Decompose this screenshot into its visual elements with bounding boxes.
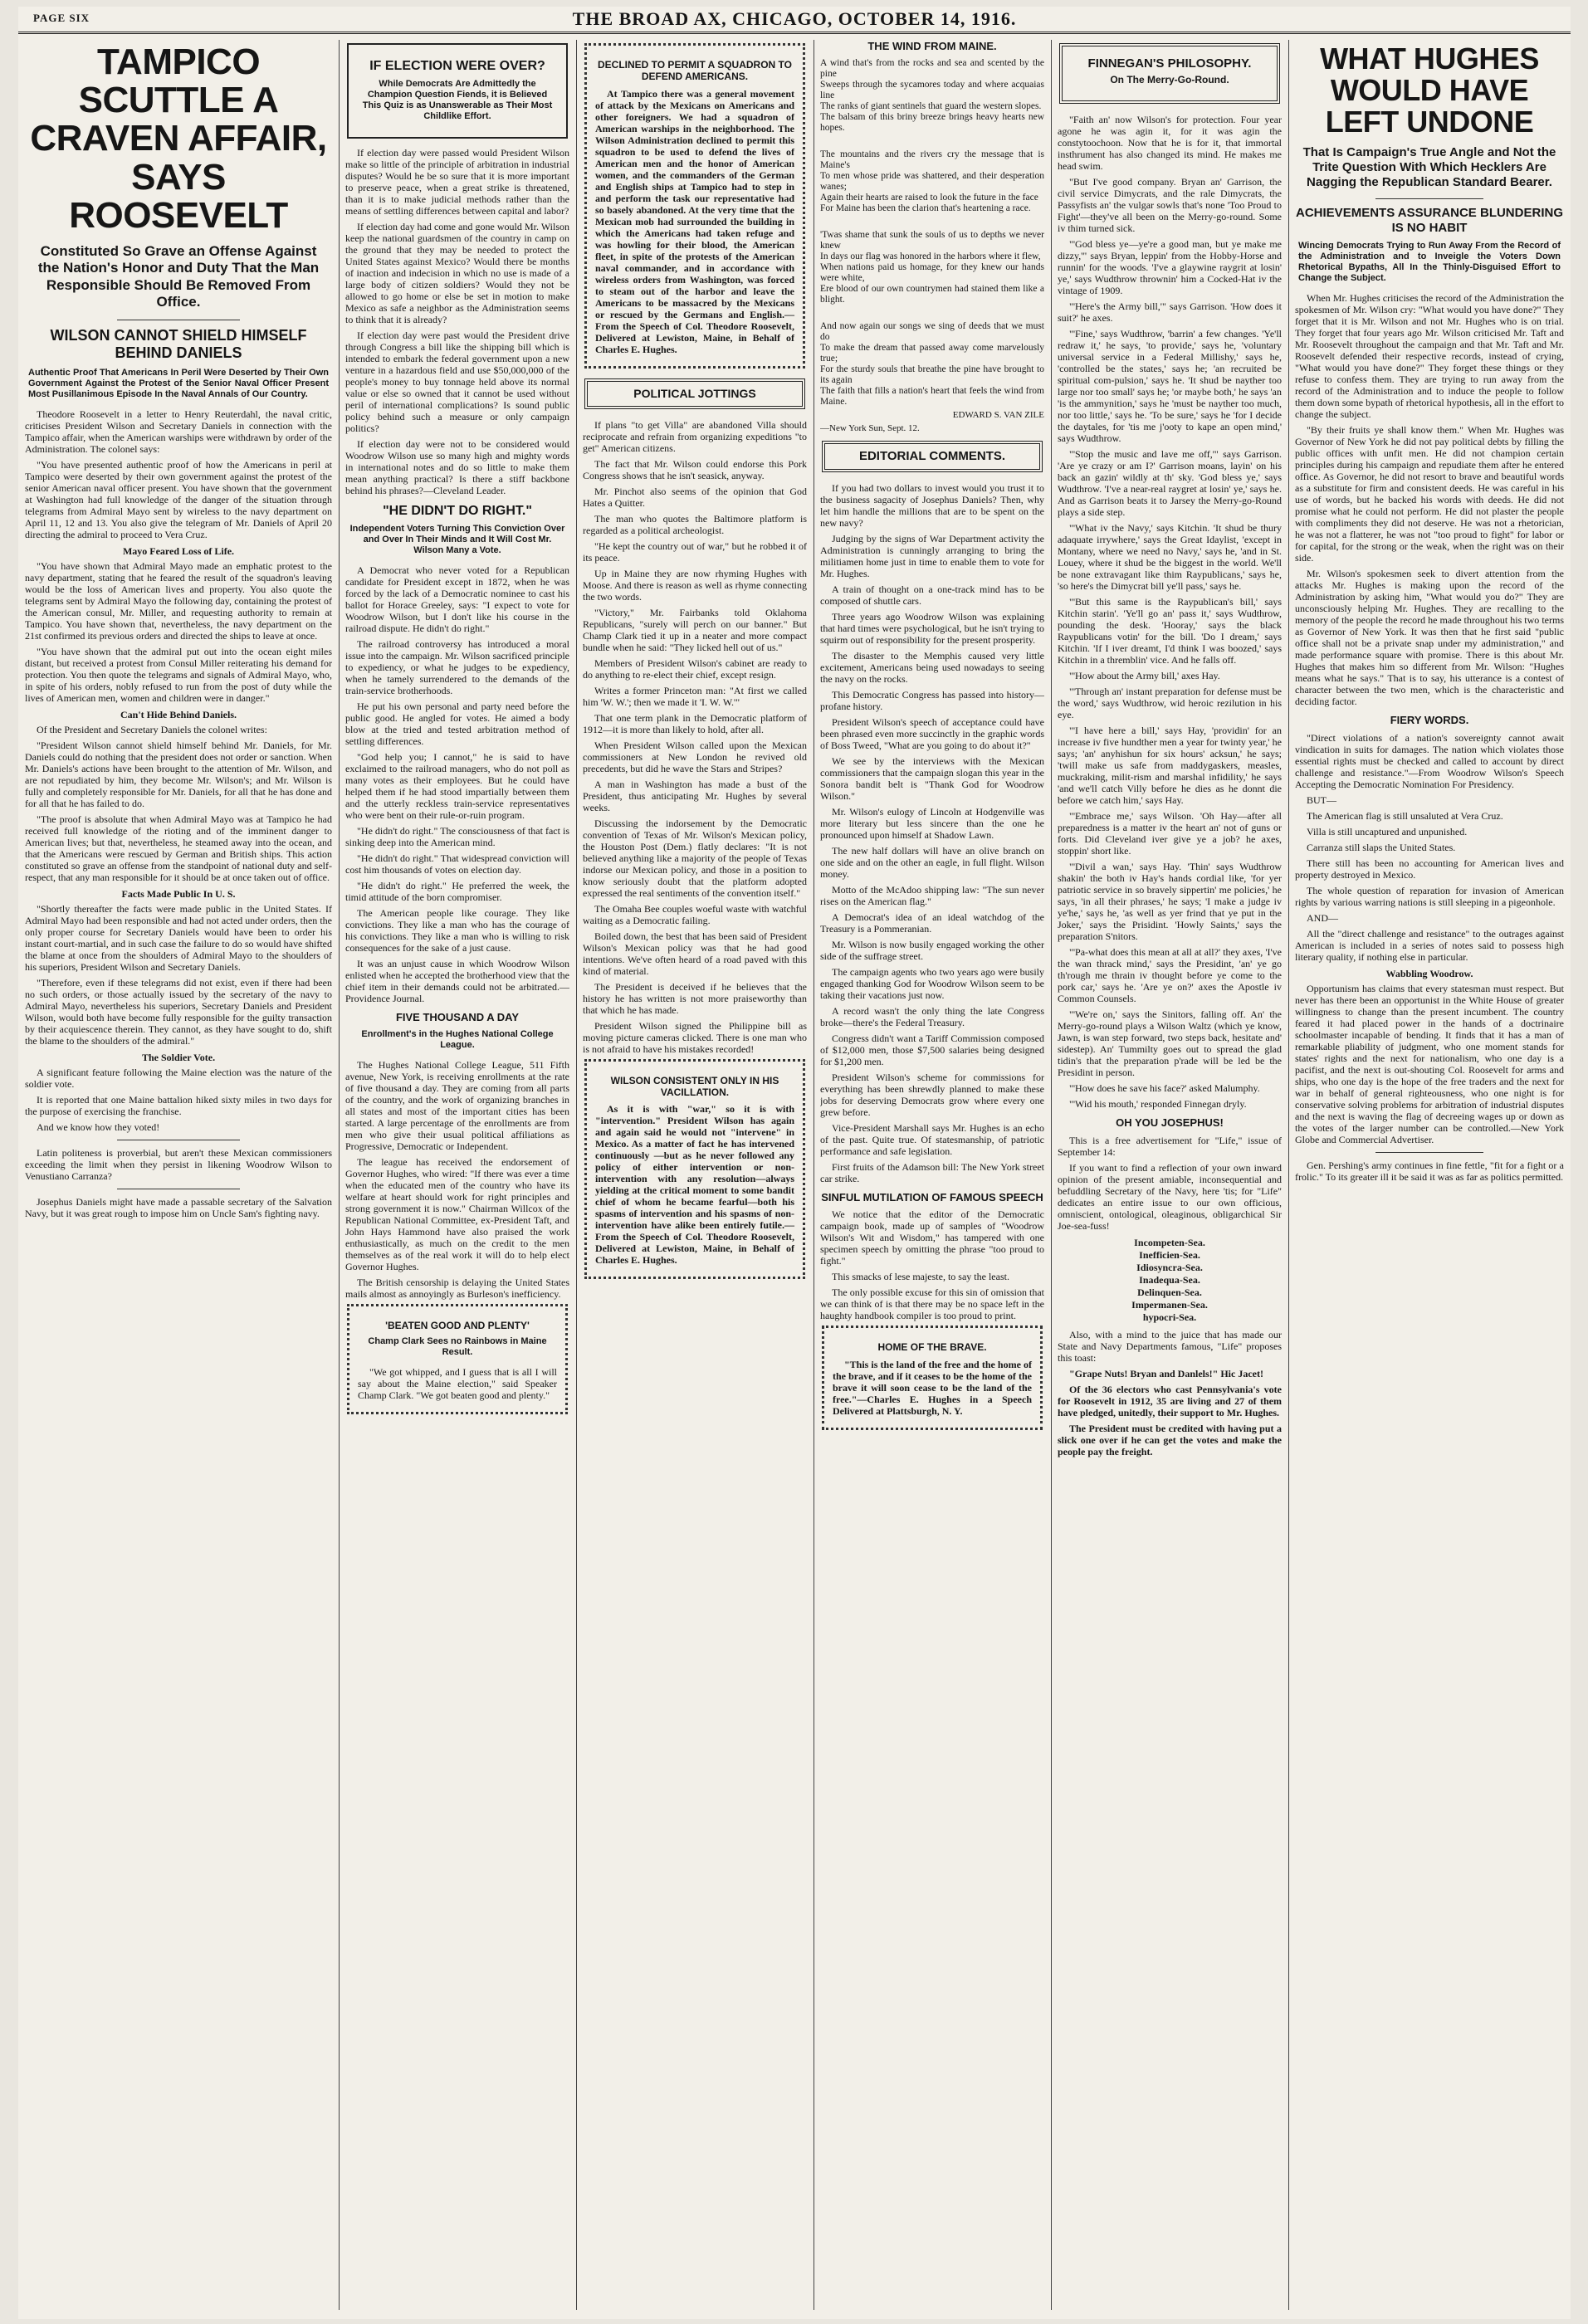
- poem-line: [820, 305, 1044, 316]
- paragraph: "'Fine,' says Wudthrow, 'barrin' a few changes. 'Ye'll redraw it,' he says, 'to provide,' says he, 'voluntary universal service in a Federal Millishy,' says he, 'controlled be the states,' says he; 'an recruited be spiritual com-pulsion,' says he. 'It shud be nayther too large nor too small' says he; 'or maybe both,' he says 'an 'is the ammynition,' says he 'must be nayther too much, nor too little,' says he. 'To be sure,' says he 'for I decide the daytales, for 'tis me j'ooty to kape an open mind,' says Wudthrow.: [1058, 328, 1282, 444]
- paragraph: A significant feature following the Maine election was the nature of the soldier vote.: [25, 1066, 332, 1090]
- paragraph: A Democrat who never voted for a Republican candidate for President except in 1872, when he was forced by the lack of a Democratic nominee to cast his ballot for Horace Greeley, says: "I expect to vote for Woodrow Wilson, but I don't like his course in the railroad dispute. He didn't do right.": [345, 564, 569, 635]
- subhead-merry-go-round: On The Merry-Go-Round.: [1110, 74, 1229, 85]
- poem-line: The mountains and the rivers cry the message that is Maine's: [820, 149, 1044, 170]
- paragraph: The campaign agents who two years ago were busily engaged thanking God for Woodrow Wilson seem to be taking their vacations just now.: [820, 965, 1044, 1001]
- paragraph: If you want to find a reflection of your own inward opinion of the present amiable, inconsequential and befuddling Secretary of the Navy, here 'tis; for "Life" dedicates an entire issue to our own officious, omniscient, ontological, oleaginous, obligarchical Sir Joe-sea-fuss!: [1058, 1161, 1282, 1232]
- paragraph: A train of thought on a one-track mind has to be composed of shuttle cars.: [820, 583, 1044, 607]
- headline-oh-you-josephus: OH YOU JOSEPHUS!: [1116, 1116, 1224, 1129]
- paragraph: "'But this same is the Raypublican's bill,' says Kitchin starin'. 'Ye'll go an' pass it,' says Wudthrow, pounding the desk. 'Hooray,' says the black Raypublicans votin' for the bill. 'Do I dream,' says Kitchin. 'If I iver dreamt, I'd think I was boozed,' says Kitchin in a thremblin' vice. And he falls off.: [1058, 596, 1282, 666]
- column-rule: [576, 40, 577, 2310]
- poem-line: A wind that's from the rocks and sea and scented by the pine: [820, 57, 1044, 79]
- minihead: Can't Hide Behind Daniels.: [120, 708, 237, 720]
- newspaper-title: THE BROAD AX, CHICAGO, OCTOBER 14, 1916.: [572, 8, 1017, 29]
- minihead: The Soldier Vote.: [141, 1051, 216, 1063]
- column-1: [25, 40, 332, 2310]
- paragraph: Latin politeness is proverbial, but aren't these Mexican commissioners exceeding the limit when they persist in likening Woodrow Wilson to Venustiano Carranza?: [25, 1146, 332, 1182]
- headline-five-thousand: FIVE THOUSAND A DAY: [395, 1011, 520, 1024]
- headline-sinful-mutilation: SINFUL MUTILATION OF FAMOUS SPEECH: [821, 1190, 1043, 1204]
- paragraph: This smacks of lese majeste, to say the least.: [832, 1271, 1009, 1283]
- poem-byline: EDWARD S. VAN ZILE: [952, 409, 1044, 420]
- poem-line: The ranks of giant sentinels that guard the western slopes.: [820, 100, 1042, 111]
- headline-fiery-words: FIERY WORDS.: [1390, 714, 1469, 727]
- sea-word: Idiosyncra-Sea.: [1136, 1261, 1203, 1273]
- headline-tampico: TAMPICO SCUTTLE A CRAVEN AFFAIR, SAYS ROOSEVELT: [30, 42, 327, 236]
- sea-word: Impermanen-Sea.: [1131, 1298, 1208, 1311]
- paragraph: The President must be credited with having put a slick one over if he can get the votes and make the people pay the freight.: [1058, 1422, 1282, 1457]
- paragraph: That one term plank in the Democratic platform of 1912—it is more than likely to hold, after all.: [583, 711, 807, 735]
- paragraph: "Direct violations of a nation's sovereignty cannot await vindication in suits for damages. The nation which violates those essential rights must be checked and called to account by direct challenge and resistance."—From Woodrow Wilson's Speech Accepting the Democratic Nomination For Presidency.: [1295, 731, 1564, 790]
- paragraph: The disaster to the Memphis caused very little excitement, Americans being used nowadays to seeing the navy on the rocks.: [820, 649, 1044, 685]
- poem-line: Again their hearts are raised to look the future in the face: [820, 192, 1038, 203]
- paragraph: Three years ago Woodrow Wilson was explaining that hard times were psychological, but he isn't trying to squirm out of responsibility for the present prosperity.: [820, 610, 1044, 646]
- poem-line: For Maine has been the clarion that's heartening a race.: [820, 203, 1031, 213]
- paragraph: "This is the land of the free and the home of the brave, and if it ceases to be the home of the brave it will soon cease to be the land of the free."—Charles E. Hughes in a Speech Delivered at Plattsburgh, N. Y.: [833, 1358, 1032, 1417]
- deck-didnt-do-right: Independent Voters Turning This Conviction Over and Over In Their Minds and It Will Cost Mr. Wilson Many a Vote.: [349, 524, 565, 556]
- poem-line: [820, 134, 1044, 144]
- poem-line: For the sturdy souls that breathe the pine have brought to its again: [820, 364, 1044, 385]
- column-5: [1058, 40, 1282, 2310]
- poem-line: In days our flag was honored in the harbors where it flew,: [820, 251, 1041, 261]
- sea-word: Incompeten-Sea.: [1134, 1236, 1205, 1248]
- paragraph: Mr. Wilson's spokesmen seek to divert attention from the attacks Mr. Hughes is making upon the record of the Administration by asking him, "What would you do?" They are unconsciously helping Mr. Hughes. They are recalling to the memory of the people the record he made throughout his two terms as Governor of New York. It was then that he first said "public office shall not be a private snap under my administration," and made performance square with promise. There is this about Mr. Hughes that makes him so different from Mr. Wilson: "Hughes means what he says." That is to say, his utterance is a contest of character between the two men, which is the characteristic and deciding factor.: [1295, 568, 1564, 708]
- paragraph: Carranza still slaps the United States.: [1307, 841, 1456, 853]
- column-4: [820, 40, 1044, 2310]
- paragraph: Villa is still uncaptured and unpunished.: [1307, 825, 1468, 837]
- paragraph: There still has been no accounting for American lives and property destroyed in Mexico.: [1295, 857, 1564, 881]
- poem-line: To men whose pride was shattered, and their desperation wanes;: [820, 170, 1044, 192]
- paragraph: A Democrat's idea of an ideal watchdog of the Treasury is a Pommeranian.: [820, 911, 1044, 935]
- paragraph: Mr. Wilson is now busily engaged working the other side of the suffrage street.: [820, 938, 1044, 962]
- paragraph: Opportunism has claims that every statesman must respect. But never has there been an opportunist in the White House of greater willingness to change than the present incumbent. The country feared it had placed power in the hands of a doctrinaire schoolmaster incapable of bending. It finds that it has a man of remarkable pliability of judgment, who one moment stands for states' rights and the next for nationalism, who one day is a pacifist, and the next is out-shouting Col. Roosevelt for arms and ships, who one day is the hope of the free traders and the next for war in behalf of general righteousness, who one night is for conservative solving problems for arbitration of industrial disputes and the next is waving the flag of decreeing wages up or down as the votes of the larger number can be controlled.—New York Globe and Commercial Advertiser.: [1295, 982, 1564, 1145]
- poem-line: The faith that fills a nation's heart that feels the wind from Maine.: [820, 385, 1044, 407]
- paragraph: "He didn't do right." He preferred the week, the timid attitude of the born compromiser.: [345, 880, 569, 904]
- paragraph: The man who quotes the Baltimore platform is regarded as a political archeologist.: [583, 512, 807, 536]
- paragraph: A man in Washington has made a bust of the President, thus anticipating Mr. Hughes by several weeks.: [583, 778, 807, 813]
- paragraph: "By their fruits ye shall know them." When Mr. Hughes was Governor of New York he did not pay political debts by filling the public offices with unfit men. He did not champion certain principles during his campaign and repudiate them after he entered office. As Governor, he did not resort to brave and beautiful words as a substitute for firm and consistent deeds. He was careful in his use of words, but he backed his words with deeds. He did not promise what he could not perform. He did not plaster the people with compliments they did not deserve. He was not a rhetorician, he was not a flatterer, he was not "too proud to fight" for labor or for capital, for the strong or the weak, when the right was on their side.: [1295, 424, 1564, 564]
- paragraph: Motto of the McAdoo shipping law: "The sun never rises on the American flag.": [820, 883, 1044, 907]
- paragraph: When Mr. Hughes criticises the record of the Administration the spokesmen of Mr. Wilson cry: "What would you have done?" They forget that it is Mr. Wilson and not Mr. Hughes who is on trial. They forget that four years ago Mr. Wilson criticised Mr. Taft and Mr. Roosevelt throughout the campaign and that Mr. Taft and Mr. Roosevelt defended their respective records, instead of crying, "What would you have done?" They forget these things or they refuse to confess them. They are trying to run away from the record of the Administration and to induce the people to follow them down some bypath of rhetorical hypothesis, all in the effort to change the subject.: [1295, 292, 1564, 421]
- paragraph: BUT—: [1307, 793, 1336, 806]
- divider: [1375, 198, 1483, 199]
- poem-line: When nations paid us homage, for they knew our hands were white,: [820, 261, 1044, 283]
- paragraph: President Wilson's scheme for commissions for everything has been shrewdly planned to make these jobs for deserving Democrats grow where every one grew before.: [820, 1071, 1044, 1118]
- paragraph: If election day were past would the President drive through Congress a bill like the shipping bill which is intended to embark the federal government upon a new venture in a hazardous field and use $50,000,000 of the people's money to buy tonnage held above its normal value or else so owned that it cannot be used without peril of international complications? Is sound public policy behind such a measure or only campaign politics?: [345, 330, 569, 435]
- headline-wilson-shield: WILSON CANNOT SHIELD HIMSELF BEHIND DANIELS: [50, 326, 307, 362]
- sea-word: Inefficien-Sea.: [1139, 1248, 1200, 1261]
- paragraph: As it is with "war," so it is with "intervention." President Wilson has again and again said he would not "intervene" in Mexico. As a matter of fact he has intervened continuously —but as he never followed any policy of either intervention or non-intervention with any resolution—always yielding at the critical moment to some bandit chief of whom he became fearful—both his spasms of intervention and his spasms of non-intervention have alike been entirely futile.—From the Speech of Col. Theodore Roosevelt, Delivered at Lewiston, Maine, in Behalf of Charles E. Hughes.: [595, 1103, 794, 1267]
- paragraph: "You have shown that Admiral Mayo made an emphatic protest to the navy department, stating that he feared the result of the squadron's leaving would be the loss of American lives and property. You also quote the telegrams sent by Admiral Mayo the following day, containing the protest of the American consul, Mr. Miller, and requesting authority to remain at Tampico. You have shown that, nevertheless, the navy department on the 21st confirmed its previous orders and directed the ships to leave at once.: [25, 559, 332, 642]
- headline-finnegans-philosophy: FINNEGAN'S PHILOSOPHY.: [1087, 56, 1252, 71]
- divider: [1375, 1152, 1483, 1153]
- paragraph: "'I have here a bill,' says Hay, 'providin' for an increase iv five hundther men a year for twinty year,' he says; 'an' anyhishun for six hours' acksun,' he says; 'twill make us safe from maddygaskers, measles, muckraking, milit-rism and marshal infidility,' he says 'and we'll catch Villy before he dies as he donnt die before we catch him,' says Hay.: [1058, 725, 1282, 806]
- subhead-tampico: Constituted So Grave an Offense Against the Nation's Honor and Duty That the Man Responsible Should Be Removed From Office.: [37, 242, 320, 310]
- paragraph: He put his own personal and party need before the public good. He angled for votes. He aimed a body blow at the tried and tested arbitration method of settling differences.: [345, 701, 569, 748]
- column-rule: [1051, 40, 1052, 2310]
- deck-five-thousand: Enrollment's in the Hughes National College League.: [361, 1028, 554, 1050]
- paragraph: Of the President and Secretary Daniels the colonel writes:: [37, 723, 267, 735]
- paragraph: "'Stop the music and lave me off,'" says Garrison. 'Are ye crazy or am I?' Garrison moans, layin' on his back an gazin' wildly at th' sky. 'God bless ye,' says Wudthrow. 'I've a near-real raygret at losin' ye,' says he. And as Garrison beats it to Jarsey the Merry-go-Round plays a side step.: [1058, 448, 1282, 518]
- paragraph: The British censorship is delaying the United States mails almost as annoyingly as Burleson's inefficiency.: [345, 1276, 569, 1300]
- paragraph: The railroad controversy has introduced a moral issue into the campaign. Mr. Wilson sacrificed principle to expediency, or what he judges to be expediency, when he tamely surrendered to the demands of the train-service brotherhoods.: [345, 638, 569, 697]
- column-3: [583, 40, 807, 2310]
- paragraph: "'What iv the Navy,' says Kitchin. 'It shud be thury adaquate irrywhere,' says the Great Idaylist, 'except in Montany, where we need no Navy,' says he, 'and in St. Louey, where it shud be the biggest in the world. We'll be none extravagant like thim Raypublicans,' says he, 'so here's the Dimycrat bill ye'll pass,' says he.: [1058, 522, 1282, 592]
- paragraph: Of the 36 electors who cast Pennsylvania's vote for Roosevelt in 1912, 35 are living and 27 of them have pledged, unitedly, their support to Mr. Hughes.: [1058, 1383, 1282, 1418]
- sea-word-list: [1058, 1237, 1282, 1324]
- paragraph: "Faith an' now Wilson's for protection. Four year agone he was agin it, for it was agin the constytoochoon. Now that he is for it, that immortal insthrument has also changed its mind. He makes me head swim.: [1058, 114, 1282, 172]
- poem-line: 'Twas shame that sunk the souls of us to depths we never knew: [820, 229, 1044, 251]
- paragraph: Discussing the indorsement by the Democratic convention of Texas of Mr. Wilson's Mexican policy, the Houston Post (Dem.) flatly declares: "It is not believed anything like a majority of the people of Texas indorse our Mexican policy, and those in a position to know seriously doubt that the platform adopted expressed the real sentiments of the convention itself.": [583, 817, 807, 899]
- sea-word: hypocri-Sea.: [1142, 1311, 1197, 1323]
- headline-political-jottings: POLITICAL JOTTINGS: [633, 386, 756, 400]
- paragraph: "'Through an' instant preparation for defense must be the word,' says Wudthrow, wid heroic rezilution in his eye.: [1058, 686, 1282, 720]
- paragraph: "'We're on,' says the Sinitors, falling off. An' the Merry-go-round plays a Wilson Waltz (which ye know, Jawn, is wan step forward, two steps back, hesitate and' sidestep). An' Tummilty goes out to spread the glad tidin's that the preparation p'rade will be led be the Presidint in person.: [1058, 1008, 1282, 1078]
- paragraph: When President Wilson called upon the Mexican commissioners at New London he revived old precedents, but did he wave the Stars and Stripes?: [583, 739, 807, 774]
- paragraph: "God help you; I cannot," he is said to have exclaimed to the railroad managers, who do not poll as many votes as their employees. But he could have helped them if he had stood impartially between them and the utterly reckless train-service representatives who were bent on their rule-or-ruin program.: [345, 751, 569, 822]
- paragraph: "President Wilson cannot shield himself behind Mr. Daniels, for Mr. Daniels could do nothing that the president does not order or sanction. When Mr. Daniels's actions have been brought to the attention of Mr. Wilson, and are not repudiated by him, they become Mr. Wilson's; and Mr. Wilson is fully and completely responsible for Mr. Daniels, for all that he has done and for all that he has failed to do.: [25, 739, 332, 809]
- paragraph: At Tampico there was a general movement of attack by the Mexicans on Americans and other foreigners. We had a squadron of American warships in the neighborhood. The Wilson Administration declined to permit this squadron to be used to defend the lives of American men and the honor of American women, and the commanders of the German and English ships at Tampico had to step in and perform the task our representative had so basely abandoned. At the very time that the Mexican mob had surrounded the building in which the Americans had taken refuge and was howling for their blood, the American fleet, in spite of the protests of the American naval commander, and in accordance with wireless orders from Washington, was forced to steam out of the harbor and leave the Americans to be massacred by the Mexicans or rescued by the Germans and English.—From the Speech of Col. Theodore Roosevelt, Delivered at Lewiston, Maine, in Behalf of Charles E. Hughes.: [595, 87, 794, 355]
- paragraph: "Grape Nuts! Bryan and Danlels!" Hic Jacet!: [1069, 1367, 1263, 1379]
- paragraph: "'Embrace me,' says Wilson. 'Oh Hay—after all preparedness is a matter iv the heart an' not of guns or forts. Did Cleveland iver give ye a job? he axes, stoppin' short like.: [1058, 810, 1282, 857]
- paragraph: "'How does he save his face?' asked Malumphy.: [1069, 1082, 1260, 1094]
- newspaper-page: [18, 7, 1571, 2319]
- paragraph: And we know how they voted!: [37, 1120, 160, 1133]
- poem-line: Ere blood of our own countrymen had stained them like a blight.: [820, 283, 1044, 305]
- deck-what-hughes: Wincing Democrats Trying to Run Away From the Record of the Administration and to Inveigle the Voters Down Rhetorical Bypaths, All In the Thinly-Disguised Effort to Change the Subject.: [1298, 241, 1561, 284]
- paragraph: The fact that Mr. Wilson could endorse this Pork Congress shows that he isn't seasick, anyway.: [583, 457, 807, 481]
- paragraph: The league has received the endorsement of Governor Hughes, who wired: "If there was ever a time when the educated men of the country who have its welfare at heart should work for right principles and strong government it is now." Chairman Willcox of the Republican National Committee, ex-President Taft, and John Hays Hammond have also praised the work enthusiastically, as much on the credit to the men themselves as of the real work it will do to help elect Governor Hughes.: [345, 1155, 569, 1272]
- paragraph: "'How about the Army bill,' axes Hay.: [1069, 670, 1220, 681]
- paragraph: "'Wid his mouth,' responded Finnegan dryly.: [1069, 1098, 1247, 1110]
- paragraph: Judging by the signs of War Department activity the Administration is cunningly arranging to bring the militiamen home just in time to enable them to vote for Mr. Hughes.: [820, 532, 1044, 579]
- headline-home-of-the-brave: HOME OF THE BRAVE.: [877, 1341, 987, 1354]
- paragraph: First fruits of the Adamson bill: The New York street car strike.: [820, 1160, 1044, 1184]
- paragraph: President Wilson's speech of acceptance could have been phrased even more succinctly in the graphic words of Boss Tweed, "What are you going to do about it?": [820, 715, 1044, 751]
- deck-if-election: While Democrats Are Admittedly the Champion Question Fiends, it is Believed This Quiz is as Unanswerable as Their Most Childlike Effort.: [362, 79, 553, 122]
- paragraph: "'Divil a wan,' says Hay. 'Thin' says Wudthrow shakin' the both iv Hay's hands cordial like, 'for yer patriotic service in so bravely sippertin' me policies,' he says, 'in all their phrases,' he says; 'I make a judge iv ye'he,' says he, 'as well as yer frind that ye put in the Joker,' says the Prisidint. 'Howly Saints,' says the preparation S'nitors.: [1058, 861, 1282, 942]
- paragraph: The American people like courage. They like convictions. They like a man who has the courage of his convictions. They like a man who is willing to risk consequences for the sake of a just cause.: [345, 907, 569, 954]
- paragraph: We see by the interviews with the Mexican commissioners that the campaign slogan this year in the Sonora bandit belt is "Thank God for Woodrow Wilson.": [820, 754, 1044, 802]
- box-wilson-consistent: [584, 1059, 805, 1280]
- paragraph: This Democratic Congress has passed into history—profane history.: [820, 688, 1044, 712]
- subhead-what-hughes: That Is Campaign's True Angle and Not the Trite Question With Which Hecklers Are Nagging the Republican Standard Bearer.: [1302, 145, 1556, 190]
- paragraph: "'Here's the Army bill,'" says Garrison. 'How does it suit?' he axes.: [1058, 300, 1282, 324]
- paragraph: It was an unjust cause in which Woodrow Wilson enlisted when he accepted the brotherhood view that the chief item in their demands could not be arbitrated.—Providence Journal.: [345, 958, 569, 1005]
- paragraph: Josephus Daniels might have made a passable secretary of the Salvation Navy, but it was great rough to impose him on Uncle Sam's fighting navy.: [25, 1195, 332, 1219]
- paragraph: The Hughes National College League, 511 Fifth avenue, New York, is receiving enrollments at the rate of five thousand a day. They are coming from all parts of the country, and the work of organizing branches in all states and most of the important cities has been started. A large percentage of the enrollments are from men who give their usual political affiliations as Progressive, Democratic or Independent.: [345, 1058, 569, 1152]
- headline-wilson-consistent: WILSON CONSISTENT ONLY IN HIS VACILLATION.: [610, 1074, 779, 1098]
- masthead: [18, 7, 1571, 34]
- box-political-jottings: [584, 378, 805, 409]
- headline-beaten-good: 'BEATEN GOOD AND PLENTY': [385, 1319, 530, 1331]
- paragraph: Writes a former Princeton man: "At first we called him 'W. W.'; then we made it 'I. W. W.'": [583, 684, 807, 708]
- poem-line: The balsam of this briny breeze brings heavy hearts new hopes.: [820, 111, 1044, 133]
- paragraph: The Omaha Bee couples woeful waste with watchful waiting as a Democratic failing.: [583, 902, 807, 926]
- paragraph: If election day had come and gone would Mr. Wilson keep the national guardsmen of the country in camp on the ground that they may be needed to protect the United States against Mexico? Would there be months of inaction and indecision in which no use is made of a large body of citizen soldiers? Would they not be allowed to go home or else be set in motion to make Mexico as safe a neighbor as the Administration seems to think that it is already?: [345, 221, 569, 326]
- paragraph: "'God bless ye—ye're a good man, but ye make me dizzy,'" says Bryan, leppin' from the Hobby-Horse and runnin' for the woods. 'I've a glaywine raygrit at losin' ye,' says Wudthrow thrownin' him a Cocked-Hat iv the vintage of 1909.: [1058, 238, 1282, 296]
- headline-what-hughes: WHAT HUGHES WOULD HAVE LEFT UNDONE: [1320, 42, 1539, 139]
- paragraph: A record wasn't the only thing the late Congress broke—there's the Federal Treasury.: [820, 1004, 1044, 1028]
- paragraph: We notice that the editor of the Democratic campaign book, made up of samples of "Woodrow Wilson's Wit and Wisdom," has tampered with one specimen speech by omitting the phrase "too proud to fight.": [820, 1208, 1044, 1267]
- headline-achievements: ACHIEVEMENTS ASSURANCE BLUNDERING IS NO HABIT: [1296, 206, 1563, 236]
- sea-word: Delinquen-Sea.: [1137, 1286, 1202, 1298]
- box-declined-to-permit: [584, 43, 805, 369]
- deck-tampico: Authentic Proof That Americans In Peril Were Deserted by Their Own Government Against the Protest of the Senior Naval Officer Present Most Pusillanimous Episode In the Naval Annals of Our Country.: [28, 367, 329, 399]
- box-home-of-the-brave: [822, 1326, 1043, 1429]
- box-beaten-good: [347, 1304, 568, 1414]
- paragraph: Boiled down, the best that has been said of President Wilson's Mexican policy was that he had good intentions. We've often heard of a road paved with this kind of material.: [583, 930, 807, 977]
- poem-wind-from-maine: [820, 58, 1044, 408]
- column-6: [1295, 40, 1564, 2310]
- paragraph: This is a free advertisement for "Life," issue of September 14:: [1058, 1134, 1282, 1158]
- poem-line: To make the dream that passed away come marvelously true;: [820, 342, 1044, 364]
- paragraph: Members of President Wilson's cabinet are ready to do anything to re-elect their chief, except resign.: [583, 657, 807, 681]
- deck-beaten-good: Champ Clark Sees no Rainbows in Maine Result.: [368, 1336, 547, 1358]
- column-2: [345, 40, 569, 2310]
- headline-wind-from-maine: THE WIND FROM MAINE.: [867, 40, 997, 52]
- paragraph: "You have shown that the admiral put out into the ocean eight miles distant, but received a protest from Consul Miller reiterating his demand for protection. You then quote the telegrams and signals of Admiral Mayo, who, in spite of his orders, nobly refused to run from the post of duty while the lives of American men, women and children were in danger.": [25, 645, 332, 704]
- paragraph: The whole question of reparation for invasion of American rights by various warring nations is still sleeping in a pigeonhole.: [1295, 884, 1564, 908]
- headline-editorial-comments: EDITORIAL COMMENTS.: [858, 448, 1006, 463]
- poem-source: —New York Sun, Sept. 12.: [820, 422, 920, 433]
- box-finnegans-philosophy: [1059, 43, 1280, 104]
- box-if-election: [347, 43, 568, 139]
- paragraph: "'Pa-what does this mean at all at all?' they axes, 'I've the wan thrack mind,' says the Presidint, 'an' ye go th'rough me thrain iv thought before ye come to the pork car,' says he. 'Are ye on?' axes the Apostle iv Common Counsels.: [1058, 946, 1282, 1004]
- poem-line: [820, 214, 1044, 225]
- paragraph: The President is deceived if he believes that the history he has written is not more praiseworthy than that which he has made.: [583, 980, 807, 1016]
- headline-declined: DECLINED TO PERMIT A SQUADRON TO DEFEND AMERICANS.: [597, 59, 792, 83]
- poem-line: And now again our songs we sing of deeds that we must do: [820, 320, 1044, 342]
- paragraph: "He didn't do right." That widespread conviction will cost him thousands of votes on election day.: [345, 852, 569, 876]
- paragraph: Congress didn't want a Tariff Commission composed of $12,000 men, those $7,500 salaries being designed for $1,200 men.: [820, 1032, 1044, 1067]
- paragraph: "Victory," Mr. Fairbanks told Oklahoma Republicans, "surely will perch on our banner." But Champ Clark tied it up in a neater and more compact bundle when he said: "They licked hell out of us.": [583, 606, 807, 653]
- paragraph: President Wilson signed the Philippine bill as moving picture cameras clicked. There is one man who is not afraid to have his mistakes recorded!: [583, 1019, 807, 1055]
- minihead: Facts Made Public In U. S.: [121, 887, 236, 900]
- paragraph: The only possible excuse for this sin of omission that we can think of is that there may be no space left in the haughty handbook compiler is too proud to print.: [820, 1286, 1044, 1322]
- paragraph: "You have presented authentic proof of how the Americans in peril at Tampico were deserted by their own government against the protest of the senior American naval officer present. You have shown that the government at Washington had full knowledge of the danger of the situation through telegrams from Admiral Mayo sent by wireless to the navy department on April 11, 12 and 13. You also give the telegram of Mr. Daniels of April 20 directing the admiral to proceed to Vera Cruz.: [25, 458, 332, 540]
- paragraph: Vice-President Marshall says Mr. Hughes is an echo of the past. Quite true. Of statesmanship, of patriotic performance and safe legislation.: [820, 1121, 1044, 1157]
- page-label: PAGE SIX: [33, 12, 90, 24]
- sea-word: Inadequa-Sea.: [1139, 1273, 1200, 1286]
- paragraph: If plans "to get Villa" are abandoned Villa should reciprocate and refrain from organizing expeditions "to get" American citizens.: [583, 418, 807, 454]
- paragraph: If you had two dollars to invest would you trust it to the business sagacity of Josephus Daniels? Then, why let him handle the millions that are to be spent on the new navy?: [820, 481, 1044, 529]
- paragraph: All the "direct challenge and resistance" to the outrages against American is included in a series of notes said to possess high literary quality, if nothing else in particular.: [1295, 927, 1564, 963]
- paragraph: The American flag is still unsaluted at Vera Cruz.: [1307, 809, 1503, 822]
- paragraph: Theodore Roosevelt in a letter to Henry Reuterdahl, the naval critic, criticises President Wilson and Secretary Daniels in connection with the Tampico affair, when the American warships were withdrawn by order of the Administration. The colonel says:: [25, 408, 332, 455]
- headline-didnt-do-right: "HE DIDN'T DO RIGHT.": [383, 504, 532, 519]
- paragraph: AND—: [1307, 911, 1338, 924]
- box-editorial-comments: [822, 441, 1043, 472]
- paragraph: "But I've good company. Bryan an' Garrison, the civil service Dimycrats, and the rale Dimycrats, the Passyfists an' the vulgar sowls that's none 'Too Proud to Fight'—they've all been on the Merry-go-round. Some iv thim turned sick.: [1058, 176, 1282, 234]
- paragraph: "We got whipped, and I guess that is all I will say about the Maine election," said Speaker Champ Clark. "We got beaten good and plenty.": [358, 1366, 557, 1402]
- paragraph: Mr. Wilson's eulogy of Lincoln at Hodgenville was more literary but less sincere than the one he pronounced upon himself at Shadow Lawn.: [820, 805, 1044, 841]
- paragraph: "The proof is absolute that when Admiral Mayo was at Tampico he had received full knowledge of the rioting and of the imminent danger to American lives; but that, nevertheless, he steamed away into the ocean, and that the Americans were rescued by German and British ships. This action constituted so grave an offense from the standpoint of national duty and self-respect, that any man responsible for it should be at once taken out of office.: [25, 813, 332, 883]
- column-rule: [1288, 40, 1289, 2310]
- paragraph: "Therefore, even if these telegrams did not exist, even if there had been no such orders, or those actually issued by the secretary of the navy to Admiral Mayo, nevertheless his superiors, Secretary Daniels and President Wilson, would both have become fully responsible for the guilty transaction by their acquiescence therein. They cannot, as they have sought to do, shift the blame to the shoulders of the admiral.": [25, 976, 332, 1047]
- paragraph: It is reported that one Maine battalion hiked sixty miles in two days for the purpose of exercising the franchise.: [25, 1093, 332, 1117]
- paragraph: Mr. Pinchot also seems of the opinion that God Hates a Quitter.: [583, 485, 807, 509]
- column-rule: [339, 40, 340, 2310]
- minihead: Mayo Feared Loss of Life.: [122, 544, 235, 557]
- headline-wabbling-woodrow: Wabbling Woodrow.: [1385, 967, 1473, 979]
- paragraph: "He kept the country out of war," but he robbed it of its peace.: [583, 540, 807, 564]
- paragraph: Also, with a mind to the juice that has made our State and Navy Departments famous, "Life" proposes this toast:: [1058, 1328, 1282, 1364]
- paragraph: Gen. Pershing's army continues in fine fettle, "fit for a fight or a frolic." To its greater ill it be said it was as far as politics permitted.: [1295, 1159, 1564, 1183]
- headline-if-election: IF ELECTION WERE OVER?: [369, 59, 545, 73]
- paragraph: If election day were not to be considered would Woodrow Wilson use so many high and mighty words in international notes and do so little to make them mean anything practical? Is there a stiff backbone behind his phrases?—Cleveland Leader.: [345, 438, 569, 497]
- paragraph: "Shortly thereafter the facts were made public in the United States. If Admiral Mayo had been responsible and had not acted under orders, then the only proper course for Secretary Daniels would have been to order his instant court-martial, and in such case the failure to do so would have shifted the blame at once from the shoulders of Admiral Mayo to the shoulders of his superiors, President Wilson and Secretary Daniels.: [25, 902, 332, 973]
- paragraph: If election day were passed would President Wilson make so little of the principle of arbitration in industrial disputes? Would he be so sure that it is more important to preserve peace, when a great strike is threatened, than it is to make judicial methods rather than the means of settling differences between capital and labor?: [345, 147, 569, 217]
- paragraph: Up in Maine they are now rhyming Hughes with Moose. And there is reason as well as rhyme connecting the two words.: [583, 567, 807, 603]
- paragraph: The new half dollars will have an olive branch on one side and on the other an eagle, in full flight. Wilson money.: [820, 844, 1044, 880]
- paragraph: "He didn't do right." The consciousness of that fact is sinking deep into the American mind.: [345, 825, 569, 849]
- poem-line: Sweeps through the sycamores today and where acquaias line: [820, 79, 1044, 100]
